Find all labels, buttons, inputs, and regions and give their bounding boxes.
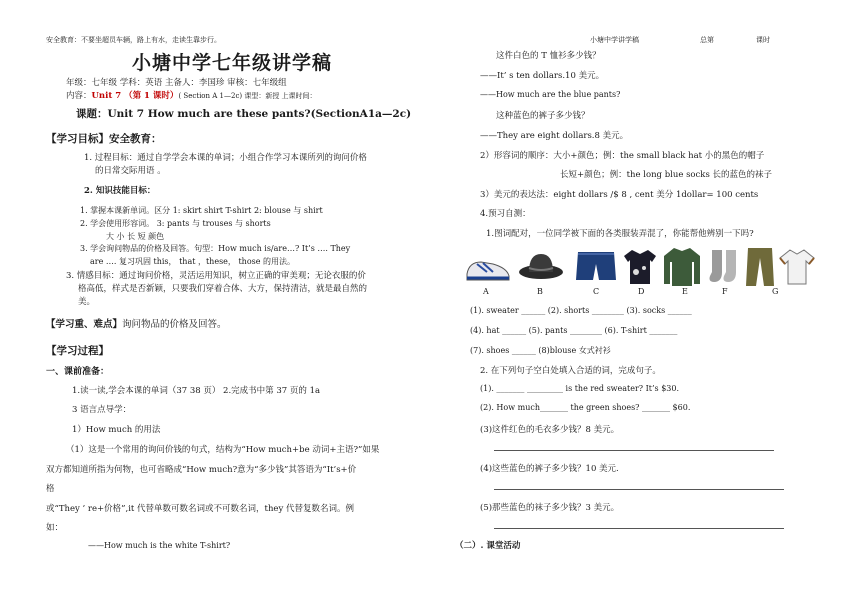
image-label-e: E: [682, 287, 688, 296]
example-translation-1: 这件白色的 T 恤衫多少钱？: [496, 51, 601, 61]
answer-line-4: [494, 489, 784, 490]
right-header-total: 总第: [700, 36, 714, 44]
example-question-2: ——How much are the blue pants?: [480, 90, 621, 99]
hat-image: [517, 248, 565, 282]
shoes-image: [463, 250, 513, 284]
example-translation-2: 这种蓝色的裤子多少钱？: [496, 111, 590, 121]
prep-3: 3 语言点导学：: [72, 405, 132, 415]
knowledge-2-adjectives: 大 小 长 短 颜色: [106, 232, 165, 241]
fill-item-5: (5)那些蓝色的袜子多少钱？3 美元。: [480, 503, 620, 513]
blouse-image: [622, 248, 658, 286]
adjective-order: 2）形容词的顺序：大小+颜色；例：the small black hat 小的黑色的帽子: [480, 151, 765, 161]
para-5: 如：: [46, 523, 64, 533]
goal-3-cont: 格高低，样式是否新颖，只要我们穿着合体、大方，保持清洁，就是最自然的: [78, 284, 368, 294]
para-1: （1）这是一个常用的询问价钱的句式，结构为“How much+be 动词+主语?”如果: [66, 445, 380, 455]
how-much-heading: 1）How much 的用法: [72, 425, 161, 435]
process-heading: 【学习过程】: [46, 345, 109, 357]
page-title: 小塘中学七年级讲学稿: [132, 52, 333, 74]
pants-image: [744, 246, 776, 288]
knowledge-1: 1. 掌握本课新单词。区分 1: skirt shirt T-shirt 2: blouse 与 shirt: [80, 206, 323, 215]
knowledge-3-cont: are …. 复习巩固 this， that ，these， those 的用法。: [90, 257, 296, 266]
adjective-order-2: 长短+颜色；例：the long blue socks 长的蓝色的袜子: [560, 170, 773, 180]
dollar-expression: 3）美元的表达法：eight dollars /$ 8 , cent 美分 1dollar= 100 cents: [480, 190, 759, 200]
example-question: ——How much is the white T-shirt?: [88, 541, 231, 550]
matching-instruction: 1.图词配对，一位同学被下面的各类服装弄混了，你能帮他辨别一下吗?: [486, 229, 754, 239]
socks-image: [706, 248, 746, 286]
answer-line-3: [494, 450, 774, 451]
para-2: 双方都知道所指为何物，也可省略成“How much?意为“多少钱”其答语为“It’s+价: [46, 465, 357, 475]
safety-note: 安全教育：不要坐超员车辆，路上有水，走读生靠步行。: [46, 36, 221, 44]
self-test-heading: 4.预习自测：: [480, 209, 531, 219]
info-line-2: 内容：Unit 7 （第 1 课时）( Section A 1—2c) 课型：新授 上课时间：: [66, 91, 317, 101]
class-activity-heading: （二）. 课堂活动: [455, 541, 521, 551]
image-label-a: A: [483, 287, 489, 296]
para-3: 格: [46, 484, 55, 494]
right-header-period: 课时: [756, 36, 770, 44]
prep-1: 1.读一读,学会本课的单词（37 38 页） 2.完成书中第 37 页的 1a: [72, 386, 321, 396]
knowledge-3: 3. 学会询问物品的价格及回答。句型：How much is/are…? It’s …. They: [80, 244, 351, 253]
sweater-image: [662, 246, 702, 288]
match-row-3: (7). shoes ______ (8)blouse 女式衬衫: [470, 346, 611, 355]
knowledge-2: 2. 学会使用形容词。 3: pants 与 trouses 与 shorts: [80, 219, 271, 228]
image-label-c: C: [593, 287, 600, 296]
fill-item-3: (3)这件红色的毛衣多少钱？8 美元。: [480, 425, 620, 435]
shorts-image: [574, 250, 618, 284]
goal-2: 2. 知识技能目标：: [84, 186, 156, 196]
goal-3-end: 美。: [78, 297, 96, 307]
goals-heading: 【学习目标】安全教育：: [46, 133, 162, 145]
fill-item-1: (1). _______ _________ is the red sweater? It’s $30.: [480, 384, 680, 393]
match-row-2: (4). hat ______ (5). pants ________ (6). T-shirt _______: [470, 326, 678, 335]
image-label-b: B: [537, 287, 543, 296]
image-label-f: F: [722, 287, 728, 296]
goal-3: 3. 情感目标：通过询问价格，灵活运用知识，树立正确的审美观；无论衣服的价: [66, 271, 366, 281]
match-row-1: (1). sweater ______ (2). shorts ________ (3). socks ______: [470, 306, 692, 315]
lesson-topic: 课题：Unit 7 How much are these pants?(SectionA1a—2c): [76, 108, 412, 120]
answer-line-5: [494, 528, 784, 529]
t-shirt-image: [778, 248, 816, 286]
image-label-g: G: [772, 287, 779, 296]
key-points: 【学习重、难点】询问物品的价格及回答。: [46, 319, 227, 330]
example-answer-1: ——It’ s ten dollars.10 美元。: [480, 71, 605, 81]
para-4: 或“They ’ re+价格”,it 代替单数可数名词或不可数名词，they 代替复数名词。例: [46, 504, 354, 514]
goal-1: 1. 过程目标：通过自学学会本课的单词；小组合作学习本课所列的询问价格: [84, 153, 367, 163]
example-answer-2: ——They are eight dollars.8 美元。: [480, 131, 629, 141]
fill-in-heading: 2. 在下列句子空白处填入合适的词，完成句子。: [480, 366, 661, 376]
fill-item-4: (4)这些蓝色的裤子多少钱？10 美元.: [480, 464, 619, 474]
fill-item-2: (2). How much_______ the green shoes? _______ $60.: [480, 403, 691, 412]
goal-1-cont: 的日常交际用语 。: [95, 166, 166, 176]
info-line-1: 年级：七年级 学科：英语 主备人：李国珍 审核：七年级组: [66, 78, 287, 88]
preparation-heading: 一、课前准备：: [46, 367, 110, 377]
right-header-title: 小塘中学讲学稿: [590, 36, 639, 44]
image-label-d: D: [638, 287, 645, 296]
